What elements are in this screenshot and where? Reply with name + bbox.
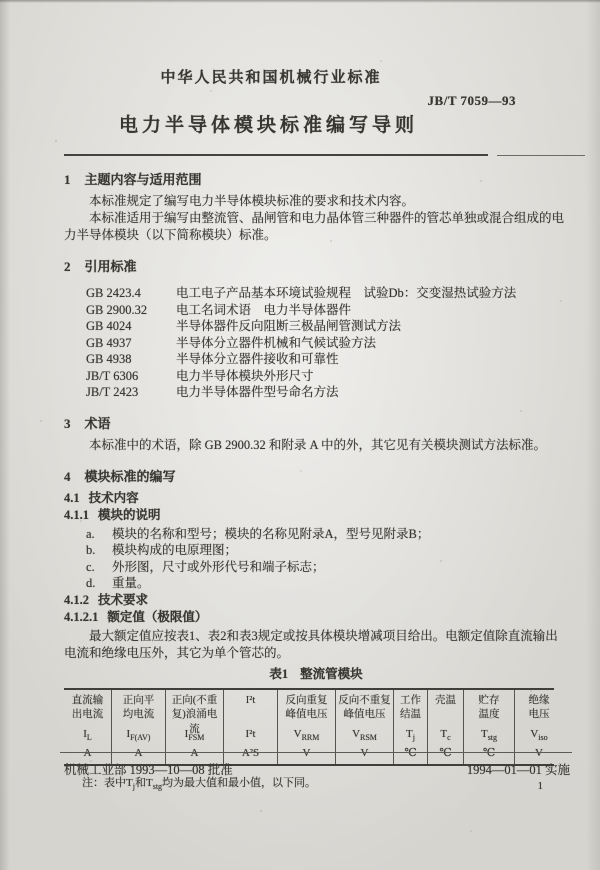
section-title: 模块标准的编写 bbox=[84, 468, 176, 484]
reference-row bbox=[86, 302, 568, 319]
section-title: 术语 bbox=[84, 415, 111, 431]
column-name: I²t bbox=[245, 694, 256, 706]
column-unit: ℃ bbox=[404, 746, 417, 759]
column-name: 正向平 均电流 bbox=[122, 694, 155, 720]
item-text: 模块构成的电原理图； bbox=[112, 543, 238, 557]
column-symbol: $T_c$ bbox=[440, 727, 451, 742]
column-unit: A bbox=[190, 746, 199, 759]
item-text: 模块的名称和型号；模块的名称见附录A，型号见附录B； bbox=[112, 526, 430, 541]
item-text: 外形图，尺寸或外形代号和端子标志； bbox=[112, 559, 325, 574]
column-symbol: $I_{F(AV)}$ bbox=[126, 727, 151, 742]
approval-note: 机械工业部 1993—10—08 批准 bbox=[64, 763, 233, 777]
section-title: 技术内容 bbox=[88, 490, 139, 505]
section-number: 2 bbox=[64, 259, 71, 274]
column-unit: V bbox=[302, 746, 311, 759]
column-unit: V bbox=[535, 746, 543, 759]
reference-code: JB/T 6306 bbox=[86, 368, 139, 383]
reference-code: GB 4937 bbox=[86, 335, 132, 350]
reference-code: GB 2900.32 bbox=[86, 302, 148, 317]
reference-title: 电工名词术语 电力半导体器件 bbox=[176, 302, 352, 317]
column-name: 直流输 出电流 bbox=[71, 694, 104, 720]
reference-list bbox=[64, 285, 568, 401]
table-caption-text: 整流管模块 bbox=[300, 666, 363, 681]
reference-code: GB 4024 bbox=[86, 319, 132, 333]
column-symbol: $T_j$ bbox=[406, 727, 415, 742]
section-title: 主题内容与适用范围 bbox=[84, 172, 202, 187]
paragraph: 本标准规定了编写电力半导体模块标准的要求和技术内容。 bbox=[89, 194, 415, 208]
reference-row bbox=[86, 318, 568, 335]
page-number: 1 bbox=[537, 780, 543, 792]
paragraph: 本标准适用于编写由整流管、晶闸管和电力晶体管三种器件的管芯单独或混合组成的电力半导体模块（以下简称模块）标准。 bbox=[64, 211, 565, 242]
list-item bbox=[86, 542, 568, 559]
list-item bbox=[86, 575, 568, 592]
reference-code: GB 2423.4 bbox=[86, 286, 141, 300]
item-marker: d. bbox=[86, 576, 96, 590]
section-number: 4.1.1 bbox=[64, 507, 89, 522]
column-unit: A²S bbox=[241, 746, 260, 759]
standard-org-label: 中华人民共和国机械行业标准 bbox=[160, 70, 382, 86]
list-item bbox=[86, 526, 568, 543]
item-marker: a. bbox=[86, 526, 95, 541]
column-symbol: $I_{FSM}$ bbox=[184, 727, 205, 742]
reference-code: JB/T 2423 bbox=[86, 385, 139, 399]
column-unit: A bbox=[83, 746, 92, 759]
reference-title: 半导体器件反向阻断三极晶闸管测试方法 bbox=[176, 319, 402, 333]
section-number: 3 bbox=[64, 415, 71, 431]
column-name: 工作 结温 bbox=[400, 694, 421, 720]
column-symbol: $V_{RRM}$ bbox=[293, 727, 320, 742]
table-note: 注：表中$T_j$和$T_{stg}$均为最大值和最小值，以下同。 bbox=[82, 776, 317, 791]
reference-title: 电力半导体模块外形尺寸 bbox=[176, 368, 314, 383]
section-title: 技术要求 bbox=[98, 592, 149, 607]
doc-title: 电力半导体模块标准编写导则 bbox=[118, 115, 418, 136]
column-name: 反向不重复 峰值电压 bbox=[338, 694, 391, 720]
column-name: 壳温 bbox=[435, 694, 456, 706]
column-name: 反向重复 峰值电压 bbox=[285, 694, 328, 720]
reference-row bbox=[86, 285, 568, 302]
item-marker: c. bbox=[86, 559, 95, 574]
column-unit: ℃ bbox=[482, 746, 496, 759]
column-unit: ℃ bbox=[439, 746, 452, 759]
item-text: 重量。 bbox=[112, 576, 150, 590]
table-caption bbox=[64, 666, 568, 683]
section-3-heading bbox=[64, 415, 568, 432]
table-label: 表1 bbox=[269, 666, 289, 681]
footer-rule bbox=[60, 752, 572, 753]
section-number: 1 bbox=[64, 172, 71, 187]
doc-number: JB/T 7059—93 bbox=[427, 93, 516, 108]
page-content bbox=[64, 0, 568, 795]
section-number: 4.1 bbox=[64, 490, 80, 505]
column-unit: V bbox=[360, 746, 369, 759]
column-symbol: $T_{stg}$ bbox=[480, 727, 498, 742]
section-number: 4.1.2.1 bbox=[64, 609, 99, 624]
header-rule bbox=[64, 154, 568, 157]
reference-row bbox=[86, 384, 568, 401]
item-list bbox=[64, 526, 568, 592]
reference-code: GB 4938 bbox=[86, 352, 132, 366]
column-symbol: $V_{RSM}$ bbox=[352, 727, 377, 742]
reference-row bbox=[86, 368, 568, 385]
reference-title: 半导体分立器件接收和可靠性 bbox=[176, 352, 339, 366]
reference-title: 电工电子产品基本环境试验规程 试验Db：交变湿热试验方法 bbox=[176, 286, 517, 300]
section-title: 额定值（极限值） bbox=[107, 609, 208, 624]
paragraph: 本标准中的术语，除 GB 2900.32 和附录 A 中的外，其它见有关模块测试方法标准。 bbox=[89, 437, 546, 452]
footer bbox=[64, 760, 570, 778]
column-symbol: $I_L$ bbox=[83, 727, 92, 742]
table-rectifier-module bbox=[64, 688, 554, 766]
list-item bbox=[86, 559, 568, 576]
section-2-heading bbox=[64, 258, 568, 275]
reference-title: 半导体分立器件机械和气候试验方法 bbox=[176, 335, 377, 350]
paragraph: 最大额定值应按表1、表2和表3规定或按具体模块增减项目给出。电额定值除直流输出电流和绝缘电压外，其它为单个管芯的。 bbox=[64, 628, 558, 660]
implementation-note: 1994—01—01 实施 bbox=[466, 763, 570, 777]
section-4-1-heading bbox=[64, 490, 568, 507]
section-4-1-2-heading bbox=[64, 592, 568, 609]
column-symbol: $V_{iso}$ bbox=[530, 727, 548, 742]
section-title: 模块的说明 bbox=[98, 507, 161, 522]
reference-row bbox=[86, 335, 568, 352]
section-4-heading bbox=[64, 468, 568, 485]
section-4-1-1-heading bbox=[64, 507, 568, 524]
item-marker: b. bbox=[86, 543, 96, 557]
section-4-1-2-1-heading bbox=[64, 609, 568, 626]
column-name: 正向(不重 复)浪涌电流 bbox=[171, 694, 218, 735]
reference-row bbox=[86, 351, 568, 368]
section-number: 4 bbox=[64, 468, 71, 484]
column-unit: A bbox=[134, 746, 143, 759]
column-name: 贮存 温度 bbox=[478, 694, 500, 720]
column-symbol: I²t bbox=[245, 727, 256, 740]
header-rule-segment bbox=[64, 154, 488, 156]
header-rule-segment bbox=[497, 155, 585, 156]
column-name: 绝缘 电压 bbox=[528, 694, 550, 720]
section-title: 引用标准 bbox=[84, 259, 137, 274]
scan-noise bbox=[0, 0, 2, 2]
section-number: 4.1.2 bbox=[64, 592, 89, 607]
reference-title: 电力半导体器件型号命名方法 bbox=[176, 385, 339, 399]
section-1-heading bbox=[64, 171, 568, 188]
